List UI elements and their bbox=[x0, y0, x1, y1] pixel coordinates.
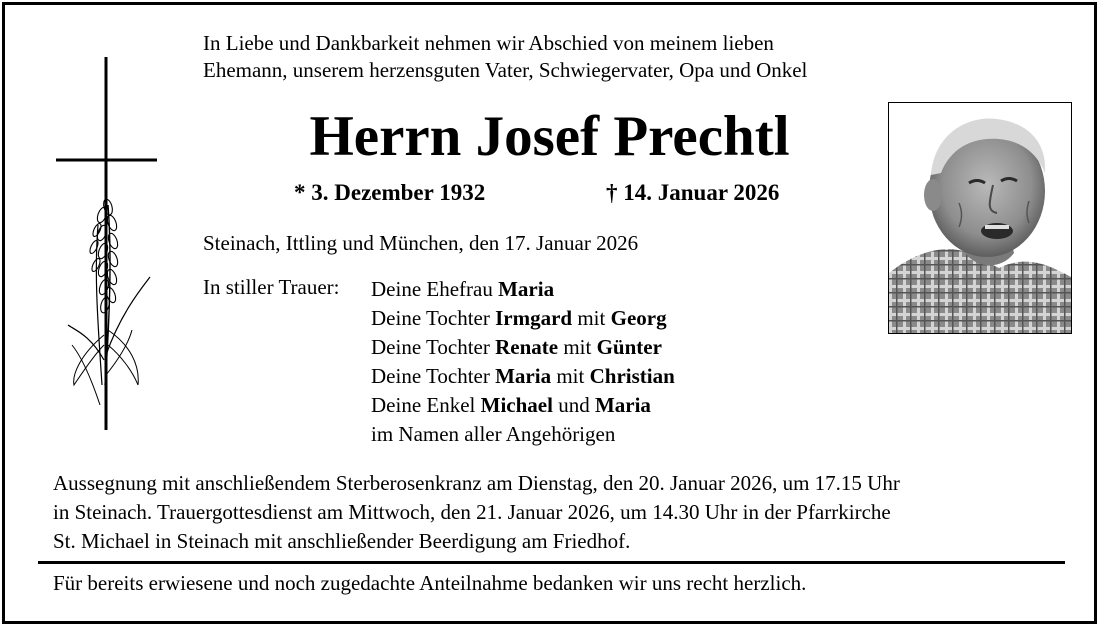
service-line: in Steinach. Trauergottesdienst am Mittwoch, den 21. Januar 2026, um 14.30 Uhr in der Pfarrkirche bbox=[53, 500, 891, 524]
birth-date: * 3. Dezember 1932 bbox=[294, 180, 486, 205]
mourner-line: Deine Tochter Maria mit Christian bbox=[371, 364, 675, 388]
place-date: Steinach, Ittling und München, den 17. Januar 2026 bbox=[203, 231, 639, 255]
mourners-list bbox=[371, 275, 675, 449]
thanks-text: Für bereits erwiesene und noch zugedachte Anteilnahme bedanken wir uns recht herzlich. bbox=[53, 571, 807, 595]
service-line: St. Michael in Steinach mit anschließender Beerdigung am Friedhof. bbox=[53, 529, 631, 553]
death-date: † 14. Januar 2026 bbox=[606, 180, 780, 205]
deceased-name-text: Herrn Josef Prechtl bbox=[309, 105, 790, 168]
portrait-photo bbox=[888, 102, 1072, 334]
intro-line: Ehemann, unserem herzensguten Vater, Schwiegervater, Opa und Onkel bbox=[203, 58, 808, 82]
mourner-line: Deine Ehefrau Maria bbox=[371, 277, 555, 301]
mourner-line: Deine Tochter Irmgard mit Georg bbox=[371, 306, 667, 330]
mourner-line: Deine Tochter Renate mit Günter bbox=[371, 335, 662, 359]
service-info bbox=[53, 469, 900, 556]
mourner-line: im Namen aller Angehörigen bbox=[371, 422, 616, 446]
divider-line bbox=[38, 561, 1065, 564]
mourner-line: Deine Enkel Michael und Maria bbox=[371, 393, 651, 417]
mourning-label: In stiller Trauer: bbox=[203, 275, 340, 299]
intro-text bbox=[203, 30, 807, 84]
portrait-illustration bbox=[889, 103, 1072, 334]
intro-line: In Liebe und Dankbarkeit nehmen wir Abschied von meinem lieben bbox=[203, 31, 774, 55]
service-line: Aussegnung mit anschließendem Sterberosenkranz am Dienstag, den 20. Januar 2026, um 17.15 Uhr bbox=[53, 471, 900, 495]
